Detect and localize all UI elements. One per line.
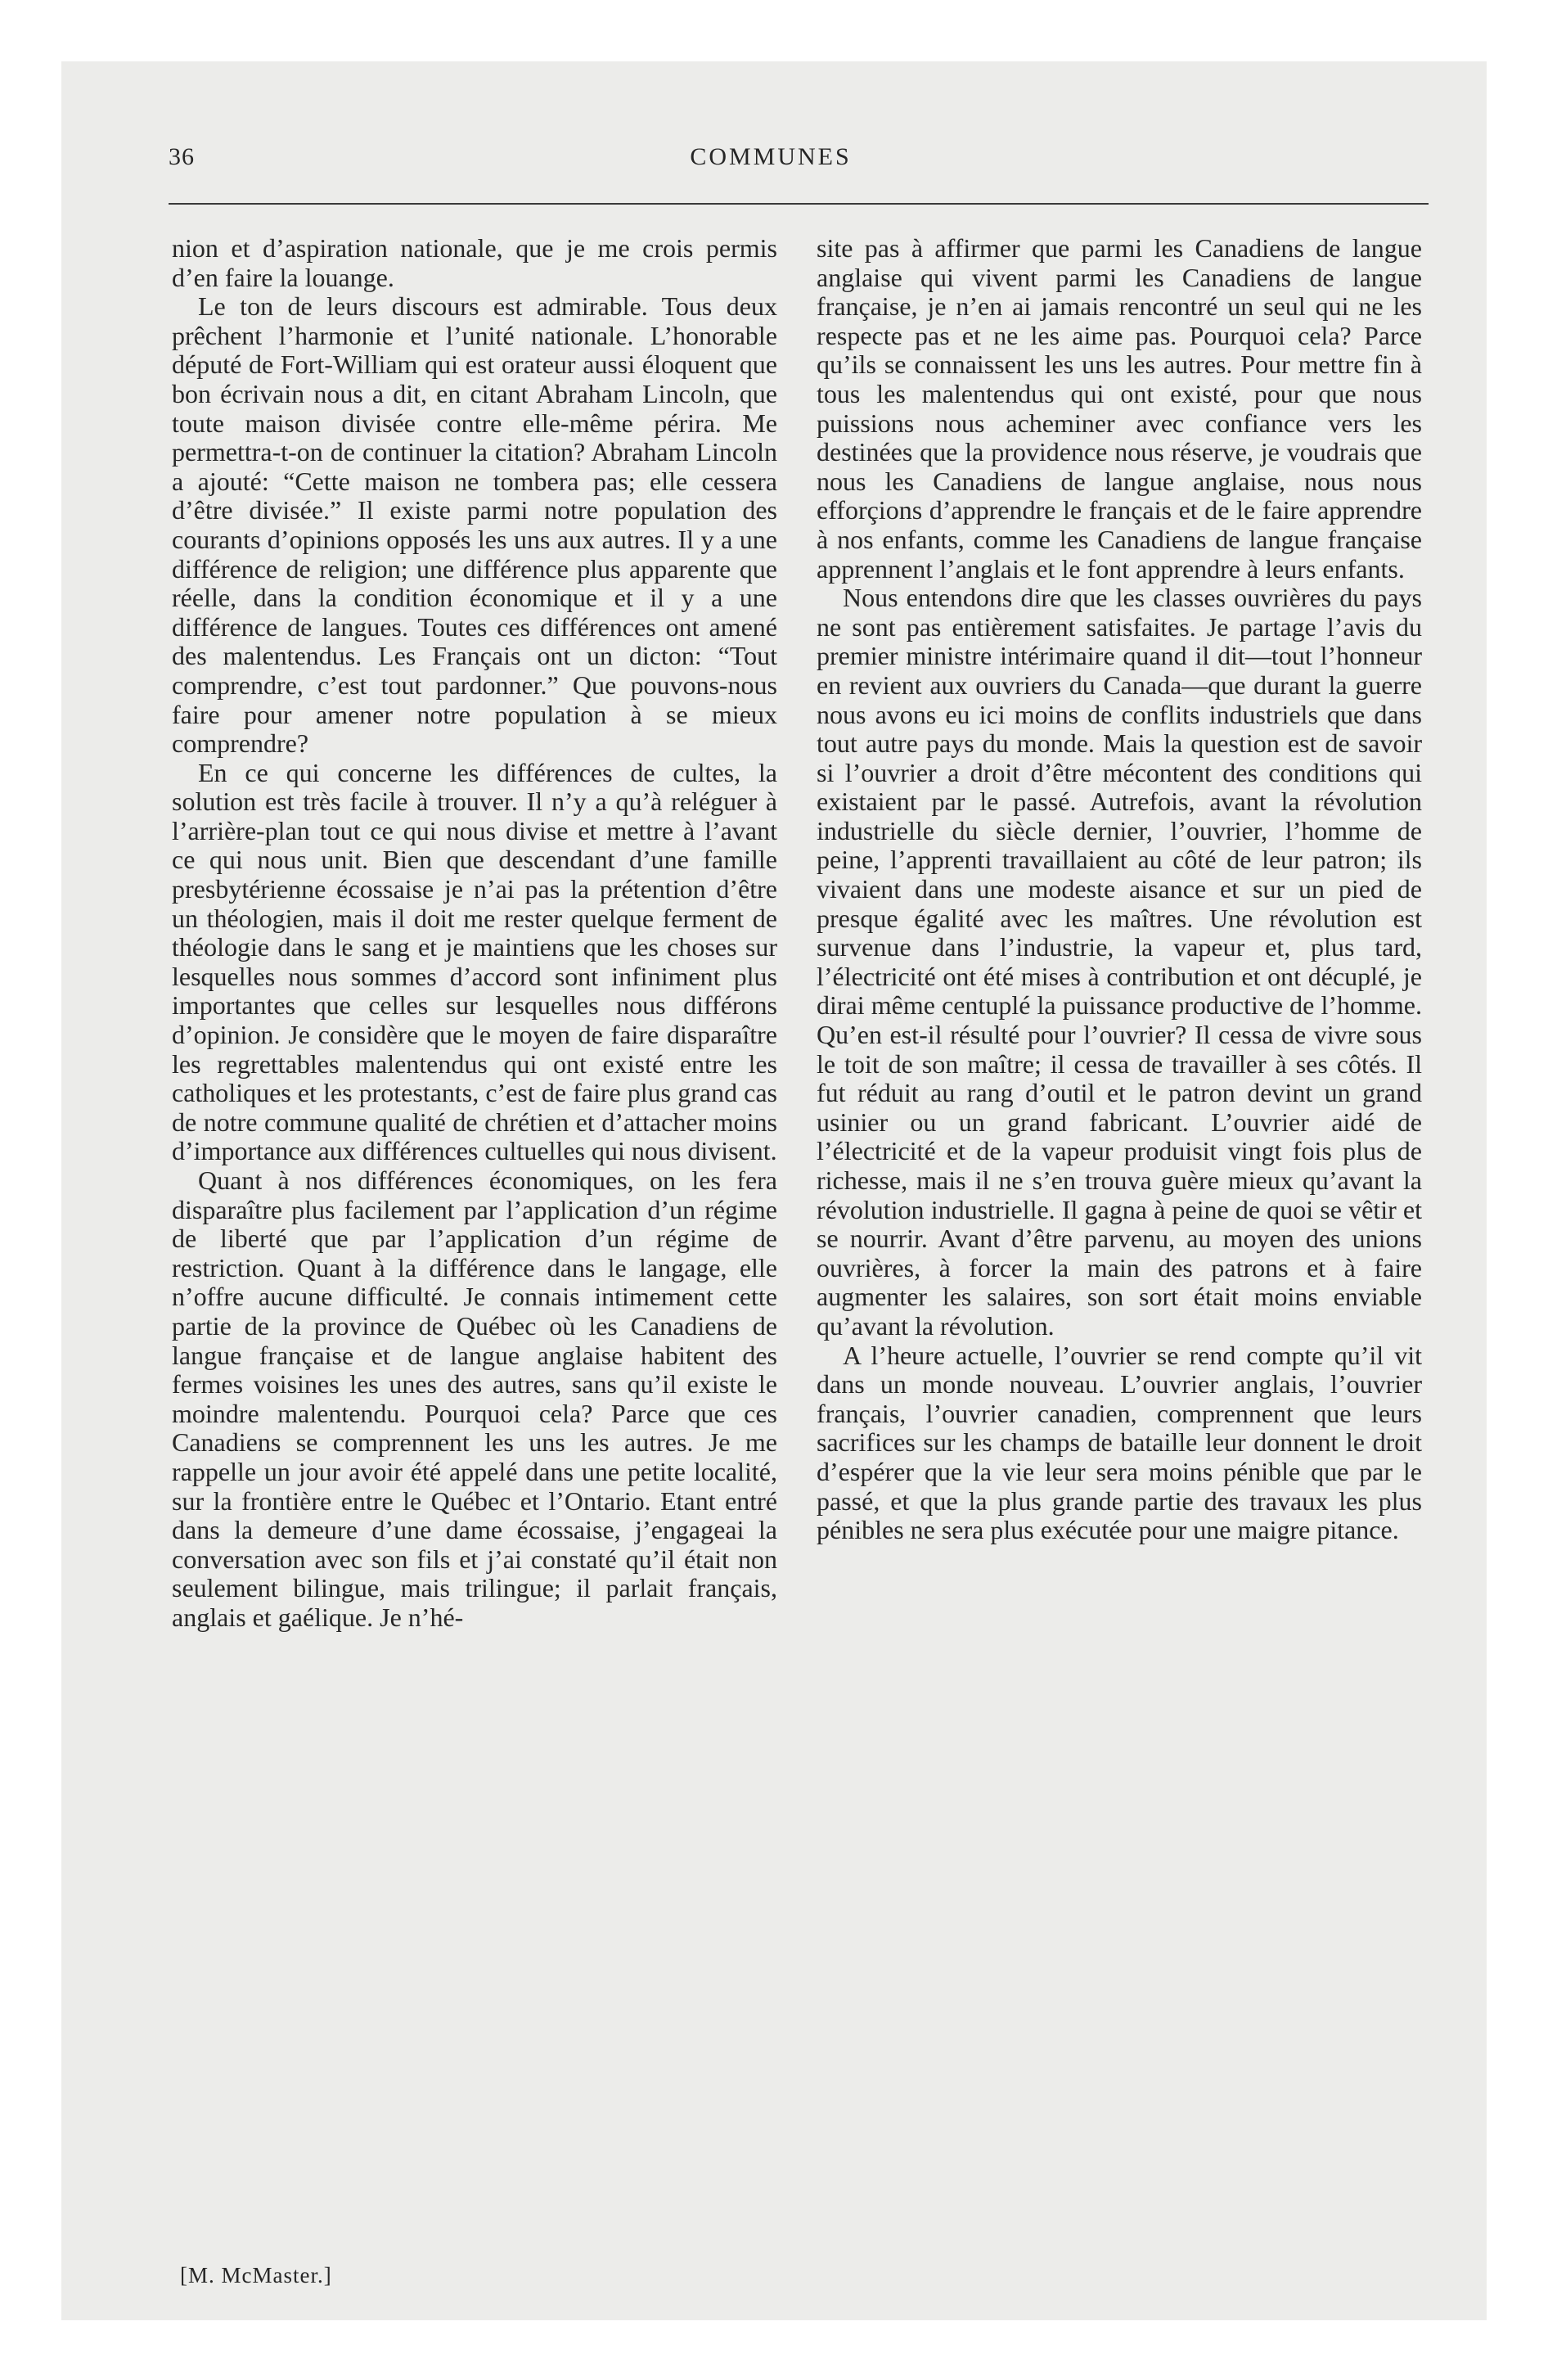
right-column: [817, 234, 1422, 1545]
paragraph: site pas à affirmer que parmi les Canadiens de langue anglaise qui vivent parmi les Canadiens de langue française, je n’en ai jamais rencontré un seul qui ne les respecte pas et ne les aime pas. Pourquoi cela? Parce qu’ils se connaissent les uns les autres. Pour mettre fin à tous les malentendus qui ont existé, pour que nous puissions nous acheminer avec confiance vers les destinées que la providence nous réserve, je voudrais que nous les Canadiens de langue anglaise, nous nous efforçions d’apprendre le français et de le faire apprendre à nos enfants, comme les Canadiens de langue française apprennent l’anglais et le font apprendre à leurs enfants.: [817, 233, 1422, 584]
paragraph: nion et d’aspiration nationale, que je me crois permis d’en faire la louange.: [172, 233, 777, 292]
paragraph: Quant à nos différences économiques, on les fera disparaître plus facilement par l’application d’un régime de liberté que par l’application d’un régime de restriction. Quant à la différence dans le langage, elle n’offre aucune difficulté. Je connais intimement cette partie de la province de Québec où les Canadiens de langue française et de langue anglaise habitent des fermes voisines les unes des autres, sans qu’il existe le moindre malentendu. Pourquoi cela? Parce que ces Canadiens se comprennent les uns les autres. Je me rappelle un jour avoir été appelé dans une petite localité, sur la frontière entre le Québec et l’Ontario. Etant entré dans la demeure d’une dame écossaise, j’engageai la conversation avec son fils et j’ai constaté qu’il était non seulement bilingue, mais trilingue; il parlait français, anglais et gaélique. Je n’hé-: [172, 1165, 777, 1632]
paragraph: Le ton de leurs discours est admirable. Tous deux prêchent l’harmonie et l’unité nationale. L’honorable député de Fort-William qui est orateur aussi éloquent que bon écrivain nous a dit, en citant Abraham Lincoln, que toute maison divisée contre elle-même périra. Me permettra-t-on de continuer la citation? Abraham Lincoln a ajouté: “Cette maison ne tombera pas; elle cessera d’être divisée.” Il existe parmi notre population des courants d’opinions opposés les uns aux autres. Il y a une différence de religion; une différence plus apparente que réelle, dans la condition économique et il y a une différence de langues. Toutes ces différences ont amené des malentendus. Les Français ont un dicton: “Tout comprendre, c’est tout pardonner.” Que pouvons-nous faire pour amener notre population à se mieux comprendre?: [172, 291, 777, 759]
speaker-attribution: [M. McMaster.]: [180, 2263, 332, 2288]
paragraph: En ce qui concerne les différences de cultes, la solution est très facile à trouver. Il n’y a qu’à reléguer à l’arrière-plan tout ce qui nous divise et mettre à l’avant ce qui nous unit. Bien que descendant d’une famille presbytérienne écossaise je n’ai pas la prétention d’être un théologien, mais il doit me rester quelque ferment de théologie dans le sang et je maintiens que les choses sur lesquelles nous sommes d’accord sont infiniment plus importantes que celles sur lesquelles nous différons d’opinion. Je considère que le moyen de faire disparaître les regrettables malentendus qui ont existé entre les catholiques et les protestants, c’est de faire plus grand cas de notre commune qualité de chrétien et d’attacher moins d’importance aux différences cultuelles qui nous divisent.: [172, 757, 777, 1166]
page-number: 36: [169, 143, 195, 170]
page-header: [108, 143, 1433, 176]
left-column: [172, 234, 777, 1633]
header-rule: [169, 203, 1429, 205]
paragraph: A l’heure actuelle, l’ouvrier se rend compte qu’il vit dans un monde nouveau. L’ouvrier anglais, l’ouvrier français, l’ouvrier canadien, comprennent que leurs sacrifices sur les champs de bataille leur donnent le droit d’espérer que la vie leur sera moins pénible que par le passé, et que la plus grande partie des travaux les plus pénibles ne sera plus exécutée pour une maigre pitance.: [817, 1340, 1422, 1545]
paragraph: Nous entendons dire que les classes ouvrières du pays ne sont pas entièrement satisfaites. Je partage l’avis du premier ministre intérimaire quand il dit—tout l’honneur en revient aux ouvriers du Canada—que durant la guerre nous avons eu ici moins de conflits industriels que dans tout autre pays du monde. Mais la question est de savoir si l’ouvrier a droit d’être mécontent des conditions qui existaient par le passé. Autrefois, avant la révolution industrielle du siècle dernier, l’ouvrier, l’homme de peine, l’apprenti travaillaient au côté de leur patron; ils vivaient dans une modeste aisance et sur un pied de presque égalité avec les maîtres. Une révolution est survenue dans l’industrie, la vapeur et, plus tard, l’électricité ont été mises à contribution et ont décuplé, je dirai même centuplé la puissance productive de l’homme. Qu’en est-il résulté pour l’ouvrier? Il cessa de vivre sous le toit de son maître; il cessa de travailler à ses côtés. Il fut réduit au rang d’outil et le patron devint un grand usinier ou un grand fabricant. L’ouvrier aidé de l’électricité et de la vapeur produisit vingt fois plus de richesse, mais il ne s’en trouva guère mieux qu’avant la révolution industrielle. Il gagna à peine de quoi se vêtir et se nourrir. Avant d’être parvenu, au moyen des unions ouvrières, à forcer la main des patrons et à faire augmenter les salaires, son sort était moins enviable qu’avant la révolution.: [817, 583, 1422, 1341]
running-head: COMMUNES: [690, 143, 852, 170]
